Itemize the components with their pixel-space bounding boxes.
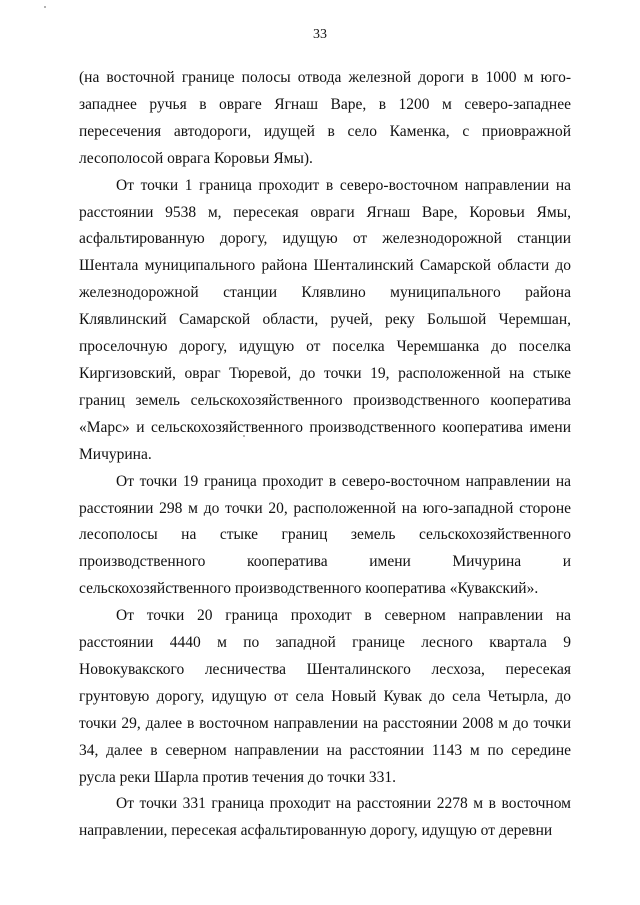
paragraph-from-point-1: От точки 1 граница проходит в северо-восточном направлении на расстоянии 9538 м, пересекая овраги Ягнаш Варе, Коровьи Ямы, асфальтированную дорогу, идущую от железнодорожной станции Шентала муниципального района Шенталинский Самарской области до железнодорожной станции Клявлино муниципального района Клявлинский Самарской области, ручей, реку Большой Черемшан, проселочную дорогу, идущую от поселка Черемшанка до поселка Киргизовский, овраг Тюревой, до точки 19, расположенной на стыке границ земель сельскохозяйственного производственного кооператива «Марс» и сельскохозяйственного производственного кооператива имени Мичурина. xyxy=(79,176,571,463)
page-body xyxy=(79,65,571,845)
paragraph-from-point-19: От точки 19 граница проходит в северо-восточном направлении на расстоянии 298 м до точки 20, расположенной на юго-западной стороне лесополосы на стыке границ земель сельскохозяйственного производственного кооператива имени Мичурина и сельскохозяйственного производственного кооператива «Кувакский». xyxy=(79,472,571,598)
paragraph-from-point-20: От точки 20 граница проходит в северном направлении на расстоянии 4440 м по западной границе лесного квартала 9 Новокувакского лесничества Шенталинского лесхоза, пересекая грунтовую дорогу, идущую от села Новый Кувак до села Четырла, до точки 29, далее в восточном направлении на расстоянии 2008 м до точки 34, далее в северном направлении на расстоянии 1143 м по середине русла реки Шарла против течения до точки 331. xyxy=(79,607,571,786)
page-number: 33 xyxy=(313,27,327,42)
paragraph-continuation: (на восточной границе полосы отвода железной дороги в 1000 м юго-западнее ручья в овраге Ягнаш Варе, в 1200 м северо-западнее пересечения автодороги, идущей в село Каменка, с приовражной лесополосой оврага Коровьи Ямы). xyxy=(79,69,571,167)
scan-mark xyxy=(44,6,46,8)
paragraph-from-point-331: От точки 331 граница проходит на расстоянии 2278 м в восточном направлении, пересекая асфальтированную дорогу, идущую от деревни xyxy=(79,795,571,840)
